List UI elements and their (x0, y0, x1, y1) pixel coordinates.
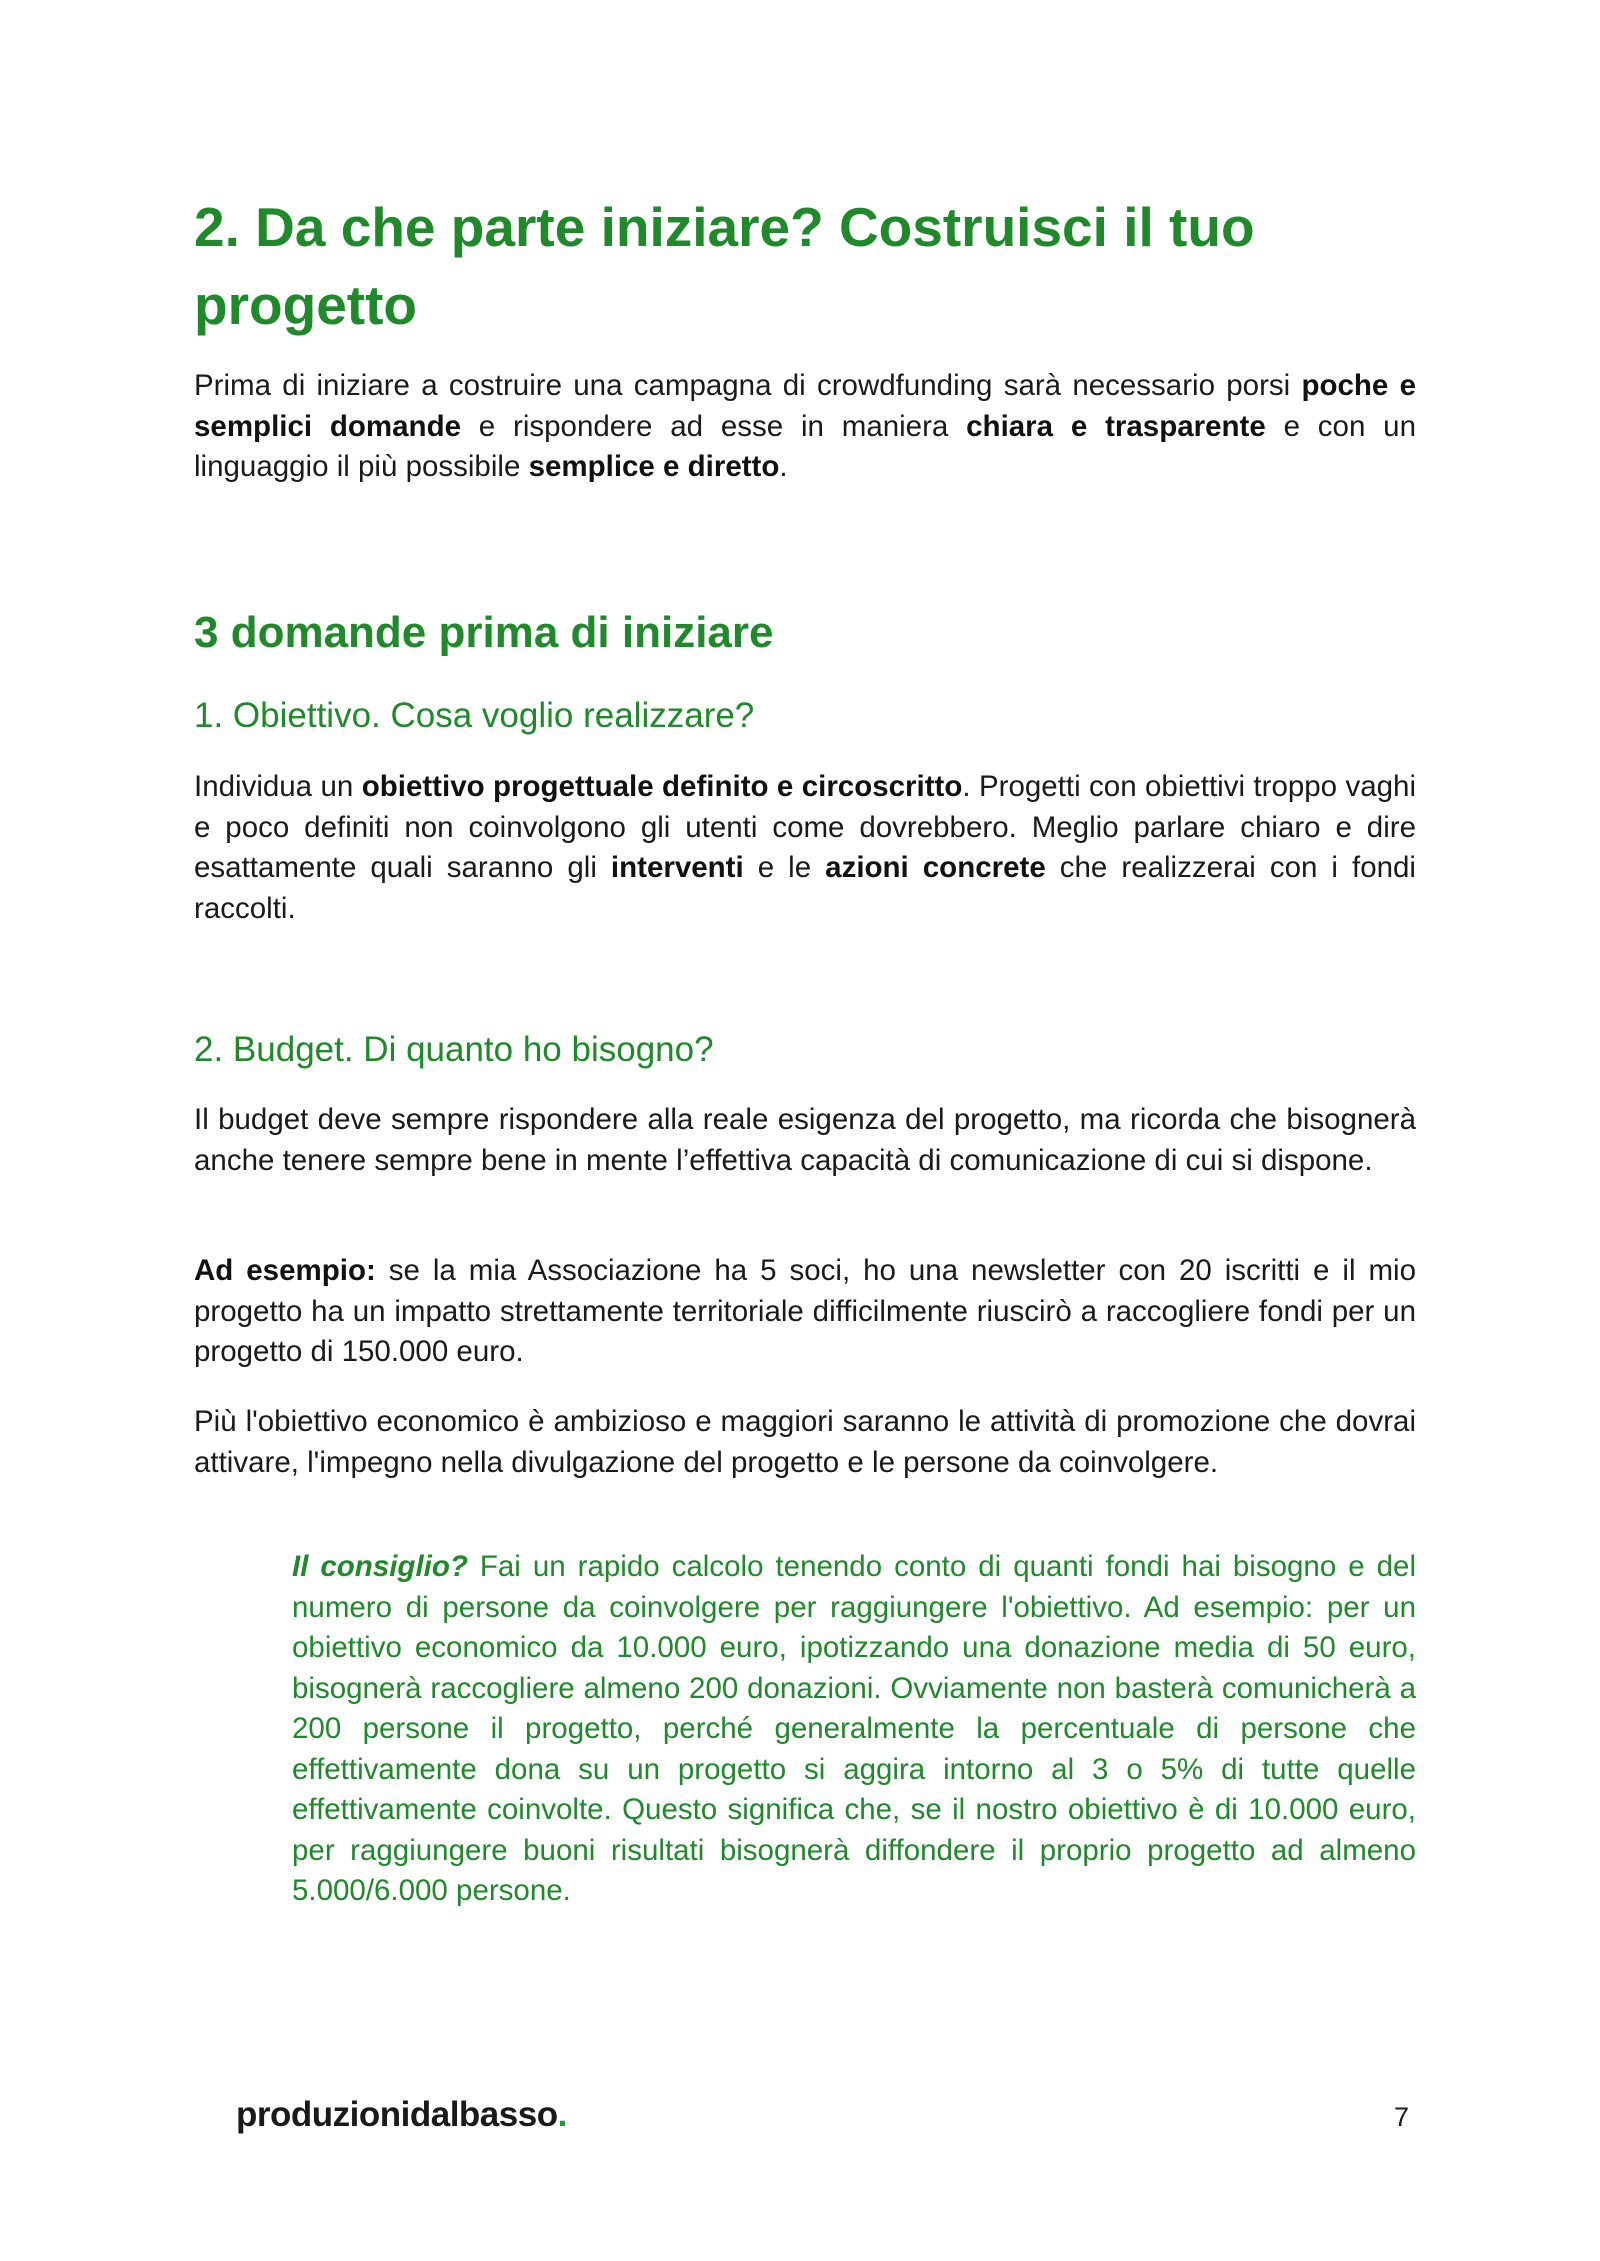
q1-text-1: Individua un (194, 770, 362, 803)
logo-dot: . (557, 2095, 567, 2134)
intro-bold-2: chiara e trasparente (966, 409, 1266, 443)
q1-bold-2: interventi (610, 851, 744, 884)
intro-text-4: . (779, 450, 788, 483)
intro-bold-1: poche e semplici domande (194, 369, 1416, 443)
question-1-paragraph (194, 767, 1416, 929)
question-1-title: 1. Obiettivo. Cosa voglio realizzare? (194, 696, 755, 735)
intro-text-2: e rispondere ad esse in maniera (461, 409, 967, 443)
questions-heading: 3 domande prima di iniziare (194, 608, 774, 657)
question-2-title: 2. Budget. Di quanto ho bisogno? (194, 1030, 714, 1069)
q1-text-4: che realizzerai con i fondi raccolti. (194, 851, 1416, 925)
logo-wordmark: produzionidalbasso (236, 2095, 558, 2134)
intro-paragraph (194, 366, 1416, 488)
tip-box (292, 1547, 1416, 1912)
q1-text-2: . Progetti con obiettivi troppo vaghi e poco definiti non coinvolgono gli utenti come dovrebbero. Meglio parlare chiaro e dire esattamente quali saranno gli (194, 770, 1416, 884)
intro-text-3: e con un linguaggio il più possibile (194, 409, 1416, 483)
question-2-example (194, 1251, 1416, 1373)
intro-text-1: Prima di iniziare a costruire una campagna di crowdfunding sarà necessario porsi (194, 369, 1302, 402)
q1-bold-1: obiettivo progettuale definito e circoscritto (361, 770, 963, 803)
tip-label: Il consiglio? (292, 1550, 468, 1583)
section-title: 2. Da che parte iniziare? Costruisci il tuo progetto (194, 196, 1255, 336)
intro-bold-3: semplice e diretto (528, 450, 780, 483)
question-2-paragraph-3: Più l'obiettivo economico è ambizioso e maggiori saranno le attività di promozione che dovrai attivare, l'impegno nella divulgazione del progetto e le persone da coinvolgere. (194, 1405, 1416, 1479)
tip-text: Fai un rapido calcolo tenendo conto di quanti fondi hai bisogno e del numero di persone da coinvolgere per raggiungere l'obiettivo. Ad esempio: per un obiettivo economico da 10.000 euro, ipotizzando una donazione media di 50 euro, bisognerà raccogliere almeno 200 donazioni. Ovviamente non basterà comunicherà a 200 persone il progetto, perché generalmente la percentuale di persone che effettivamente dona su un progetto si aggira intorno al 3 o 5% di tutte quelle effettivamente coinvolte. Questo significa che, se il nostro obiettivo è di 10.000 euro, per raggiungere buoni risultati bisognerà diffondere il proprio progetto ad almeno 5.000/6.000 persone. (292, 1550, 1416, 1907)
example-label: Ad esempio: (194, 1254, 376, 1287)
question-2-paragraph-1: Il budget deve sempre rispondere alla reale esigenza del progetto, ma ricorda che bisognerà anche tenere sempre bene in mente l’effettiva capacità di comunicazione di cui si dispone. (194, 1103, 1416, 1177)
q1-text-3: e le (743, 851, 826, 884)
q1-bold-3: azioni concrete (825, 851, 1046, 884)
produzionidalbasso-logo (236, 2095, 567, 2135)
example-text: se la mia Associazione ha 5 soci, ho una newsletter con 20 iscritti e il mio progetto ha un impatto strettamente territoriale difficilmente riuscirò a raccogliere fondi per un progetto di 150.000 euro. (194, 1254, 1417, 1368)
page-number: 7 (1394, 2102, 1410, 2132)
